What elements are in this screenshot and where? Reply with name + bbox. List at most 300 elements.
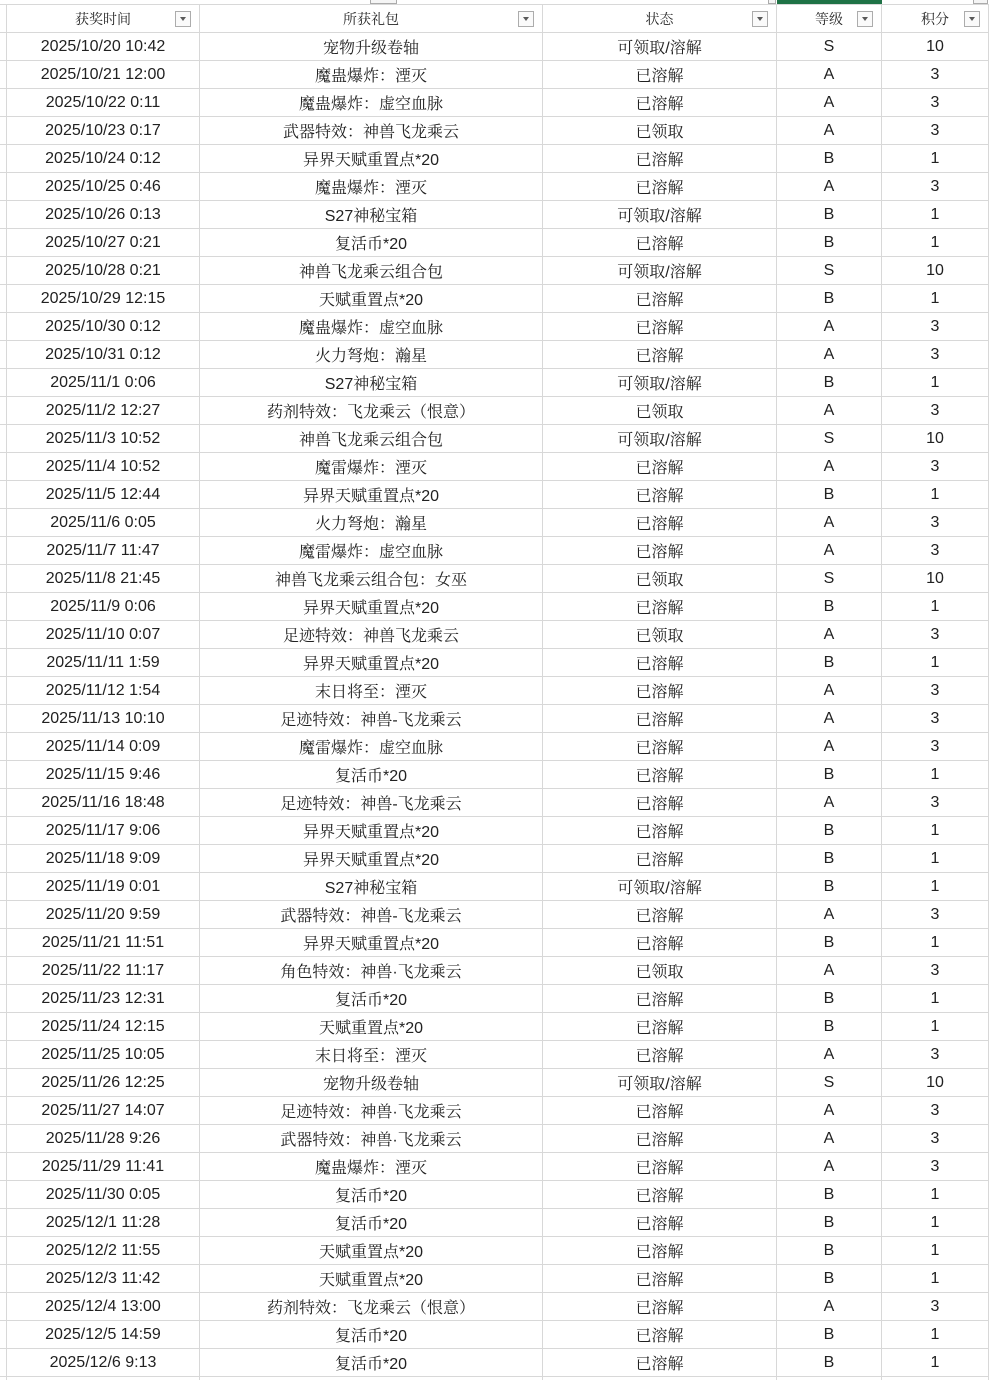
cell-award-time[interactable]: 2025/10/31 0:12	[7, 341, 200, 369]
cell-package[interactable]: 火力弩炮：瀚星	[200, 341, 543, 369]
cell-award-time[interactable]: 2025/11/3 10:52	[7, 425, 200, 453]
cell-points[interactable]: 3	[882, 1097, 989, 1125]
cell-package[interactable]: 足迹特效：神兽·飞龙乘云	[200, 1097, 543, 1125]
row-margin-cell	[0, 481, 7, 509]
cell-award-time[interactable]: 2025/11/21 11:51	[7, 929, 200, 957]
cell-grade[interactable]: A	[777, 1293, 882, 1321]
cell-status[interactable]: 已溶解	[543, 649, 777, 677]
cell-package[interactable]: 复活币*20	[200, 1181, 543, 1209]
column-header-points[interactable]	[882, 5, 989, 33]
cell-grade[interactable]: B	[777, 761, 882, 789]
cell-award-time[interactable]: 2025/11/30 0:05	[7, 1181, 200, 1209]
filter-button[interactable]	[857, 11, 873, 27]
cell-status[interactable]: 已溶解	[543, 1097, 777, 1125]
cell-package[interactable]: 复活币*20	[200, 761, 543, 789]
cell-grade[interactable]: S	[777, 565, 882, 593]
cell-grade[interactable]: S	[777, 425, 882, 453]
cell-points[interactable]: 1	[882, 649, 989, 677]
cell-package[interactable]: 天赋重置点*20	[200, 285, 543, 313]
cell-package[interactable]: 异界天赋重置点*20	[200, 845, 543, 873]
row-margin-cell	[0, 901, 7, 929]
cell-award-time[interactable]: 2025/11/16 18:48	[7, 789, 200, 817]
cell-package[interactable]: 武器特效：神兽-飞龙乘云	[200, 901, 543, 929]
cell-points[interactable]: 3	[882, 537, 989, 565]
cell-grade[interactable]: S	[777, 33, 882, 61]
cell-points[interactable]: 1	[882, 1265, 989, 1293]
cell-award-time[interactable]: 2025/11/1 0:06	[7, 369, 200, 397]
cell-status[interactable]: 已溶解	[543, 593, 777, 621]
cell-grade[interactable]: A	[777, 705, 882, 733]
cell-status[interactable]: 已溶解	[543, 1153, 777, 1181]
cell-award-time[interactable]: 2025/11/13 10:10	[7, 705, 200, 733]
column-header-status[interactable]	[543, 5, 777, 33]
cell-status[interactable]: 已溶解	[543, 1321, 777, 1349]
cell-status[interactable]: 已溶解	[543, 789, 777, 817]
cell-award-time[interactable]: 2025/11/20 9:59	[7, 901, 200, 929]
cell-grade[interactable]: A	[777, 1125, 882, 1153]
cell-package[interactable]: 异界天赋重置点*20	[200, 817, 543, 845]
cell-points[interactable]: 1	[882, 145, 989, 173]
cell-grade[interactable]: B	[777, 929, 882, 957]
cell-award-time[interactable]: 2025/11/28 9:26	[7, 1125, 200, 1153]
cell-award-time[interactable]: 2025/11/8 21:45	[7, 565, 200, 593]
cell-points[interactable]: 3	[882, 733, 989, 761]
cell-grade[interactable]: A	[777, 1041, 882, 1069]
cell-grade[interactable]: A	[777, 117, 882, 145]
cell-grade[interactable]: A	[777, 1153, 882, 1181]
row-margin-cell	[0, 621, 7, 649]
cell-package[interactable]: 武器特效：神兽·飞龙乘云	[200, 1125, 543, 1153]
cell-status[interactable]: 已溶解	[543, 341, 777, 369]
cell-package[interactable]: 宠物升级卷轴	[200, 33, 543, 61]
cell-package[interactable]: 魔雷爆炸：虚空血脉	[200, 537, 543, 565]
cell-status[interactable]: 可领取/溶解	[543, 425, 777, 453]
cell-grade[interactable]: B	[777, 145, 882, 173]
cell-points[interactable]: 3	[882, 313, 989, 341]
row-margin-cell	[0, 733, 7, 761]
row-margin-cell	[0, 61, 7, 89]
cell-points[interactable]: 3	[882, 789, 989, 817]
cell-award-time[interactable]: 2025/11/15 9:46	[7, 761, 200, 789]
cell-status[interactable]: 已领取	[543, 565, 777, 593]
cell-grade[interactable]: S	[777, 1069, 882, 1097]
row-margin-cell	[0, 593, 7, 621]
cell-award-time[interactable]: 2025/11/4 10:52	[7, 453, 200, 481]
cell-grade[interactable]: B	[777, 817, 882, 845]
cell-grade[interactable]: B	[777, 285, 882, 313]
cell-award-time[interactable]: 2025/11/10 0:07	[7, 621, 200, 649]
cell-award-time[interactable]: 2025/10/24 0:12	[7, 145, 200, 173]
row-margin-cell	[0, 957, 7, 985]
cell-points[interactable]: 1	[882, 845, 989, 873]
cell-award-time[interactable]: 2025/11/14 0:09	[7, 733, 200, 761]
cell-award-time[interactable]: 2025/11/6 0:05	[7, 509, 200, 537]
cell-award-time[interactable]: 2025/10/20 10:42	[7, 33, 200, 61]
cell-grade[interactable]: B	[777, 845, 882, 873]
cell-points[interactable]: 1	[882, 481, 989, 509]
cell-points[interactable]: 3	[882, 621, 989, 649]
cell-award-time[interactable]: 2025/11/5 12:44	[7, 481, 200, 509]
row-margin-cell	[0, 1349, 7, 1377]
selected-cell-border-indicator	[777, 0, 882, 4]
row-margin-cell	[0, 313, 7, 341]
cell-status[interactable]: 已溶解	[543, 1265, 777, 1293]
cell-status[interactable]: 已溶解	[543, 1293, 777, 1321]
cell-status[interactable]: 已溶解	[543, 985, 777, 1013]
column-header-label: 积分	[921, 10, 949, 27]
cell-award-time[interactable]: 2025/11/29 11:41	[7, 1153, 200, 1181]
cell-grade[interactable]: A	[777, 537, 882, 565]
cell-grade[interactable]: A	[777, 453, 882, 481]
cell-points[interactable]: 1	[882, 1013, 989, 1041]
filter-dropdown-icon	[523, 17, 529, 21]
cell-grade[interactable]: A	[777, 621, 882, 649]
row-margin-cell	[0, 649, 7, 677]
cell-status[interactable]: 可领取/溶解	[543, 873, 777, 901]
cell-grade[interactable]: A	[777, 313, 882, 341]
cell-status[interactable]: 可领取/溶解	[543, 257, 777, 285]
button-fragment	[973, 0, 988, 4]
cell-award-time[interactable]: 2025/10/30 0:12	[7, 313, 200, 341]
cell-points[interactable]: 1	[882, 929, 989, 957]
cell-package[interactable]: 魔雷爆炸：虚空血脉	[200, 733, 543, 761]
cell-grade[interactable]: B	[777, 1237, 882, 1265]
cell-package[interactable]: 复活币*20	[200, 1321, 543, 1349]
cell-award-time[interactable]: 2025/11/2 12:27	[7, 397, 200, 425]
cell-package[interactable]: 角色特效：神兽·飞龙乘云	[200, 957, 543, 985]
cell-package[interactable]: 复活币*20	[200, 229, 543, 257]
cell-status[interactable]: 已溶解	[543, 817, 777, 845]
cell-award-time[interactable]: 2025/11/9 0:06	[7, 593, 200, 621]
cell-points[interactable]: 3	[882, 1125, 989, 1153]
row-margin-cell	[0, 33, 7, 61]
cell-status[interactable]: 已溶解	[543, 761, 777, 789]
cell-package[interactable]: S27神秘宝箱	[200, 369, 543, 397]
cell-points[interactable]: 1	[882, 873, 989, 901]
cell-grade[interactable]: B	[777, 593, 882, 621]
cell-award-time[interactable]: 2025/12/5 14:59	[7, 1321, 200, 1349]
cell-status[interactable]: 已溶解	[543, 1041, 777, 1069]
cell-status[interactable]: 已溶解	[543, 173, 777, 201]
cell-package[interactable]: 异界天赋重置点*20	[200, 593, 543, 621]
cell-grade[interactable]: B	[777, 1181, 882, 1209]
cell-points[interactable]: 3	[882, 509, 989, 537]
cell-status[interactable]: 已溶解	[543, 145, 777, 173]
cell-award-time[interactable]: 2025/11/12 1:54	[7, 677, 200, 705]
cell-status[interactable]: 已溶解	[543, 901, 777, 929]
row-margin-cell	[0, 1041, 7, 1069]
cell-points[interactable]: 3	[882, 341, 989, 369]
cell-grade[interactable]: B	[777, 201, 882, 229]
cell-award-time[interactable]: 2025/12/4 13:00	[7, 1293, 200, 1321]
cell-grade[interactable]: B	[777, 649, 882, 677]
cell-award-time[interactable]: 2025/12/3 11:42	[7, 1265, 200, 1293]
cell-points[interactable]: 10	[882, 33, 989, 61]
cell-status[interactable]: 已溶解	[543, 1125, 777, 1153]
cell-package[interactable]: 药剂特效：飞龙乘云（恨意）	[200, 397, 543, 425]
cell-points[interactable]: 1	[882, 1349, 989, 1377]
row-margin-cell	[0, 117, 7, 145]
cell-award-time[interactable]: 2025/11/25 10:05	[7, 1041, 200, 1069]
filter-button[interactable]	[752, 11, 768, 27]
column-header-grade[interactable]	[777, 5, 882, 33]
cell-package[interactable]: 足迹特效：神兽-飞龙乘云	[200, 789, 543, 817]
cell-status[interactable]: 已溶解	[543, 229, 777, 257]
cell-award-time[interactable]: 2025/11/11 1:59	[7, 649, 200, 677]
cell-points[interactable]: 10	[882, 565, 989, 593]
row-margin-cell	[0, 1097, 7, 1125]
row-margin-cell	[0, 1069, 7, 1097]
cell-award-time[interactable]: 2025/10/21 12:00	[7, 61, 200, 89]
cell-grade[interactable]: A	[777, 789, 882, 817]
cell-points[interactable]: 10	[882, 1069, 989, 1097]
cell-package[interactable]: 武器特效：神兽飞龙乘云	[200, 117, 543, 145]
cell-points[interactable]: 1	[882, 1209, 989, 1237]
cell-status[interactable]: 已溶解	[543, 705, 777, 733]
cell-status[interactable]: 已领取	[543, 117, 777, 145]
cell-package[interactable]: 神兽飞龙乘云组合包	[200, 425, 543, 453]
cell-status[interactable]: 可领取/溶解	[543, 201, 777, 229]
cell-points[interactable]: 3	[882, 117, 989, 145]
cell-award-time[interactable]: 2025/10/26 0:13	[7, 201, 200, 229]
row-margin-cell	[0, 1125, 7, 1153]
cell-points[interactable]: 3	[882, 1293, 989, 1321]
cell-award-time[interactable]: 2025/12/6 9:13	[7, 1349, 200, 1377]
cell-status[interactable]: 可领取/溶解	[543, 33, 777, 61]
cell-points[interactable]: 3	[882, 677, 989, 705]
row-margin-cell	[0, 201, 7, 229]
row-margin-cell	[0, 89, 7, 117]
row-margin-cell	[0, 453, 7, 481]
cell-status[interactable]: 已溶解	[543, 1013, 777, 1041]
cell-package[interactable]: S27神秘宝箱	[200, 873, 543, 901]
cell-points[interactable]: 3	[882, 957, 989, 985]
cell-award-time[interactable]: 2025/11/7 11:47	[7, 537, 200, 565]
cell-grade[interactable]: A	[777, 733, 882, 761]
cell-status[interactable]: 已溶解	[543, 1349, 777, 1377]
cell-grade[interactable]: A	[777, 89, 882, 117]
row-margin-cell	[0, 397, 7, 425]
cell-points[interactable]: 3	[882, 397, 989, 425]
cell-award-time[interactable]: 2025/11/19 0:01	[7, 873, 200, 901]
cell-status[interactable]: 可领取/溶解	[543, 1069, 777, 1097]
cell-status[interactable]: 已溶解	[543, 481, 777, 509]
cell-grade[interactable]: B	[777, 1321, 882, 1349]
row-margin-cell	[0, 1321, 7, 1349]
column-header-label: 状态	[645, 10, 674, 27]
cell-grade[interactable]: A	[777, 397, 882, 425]
row-margin-cell	[0, 145, 7, 173]
button-fragment	[370, 0, 397, 4]
cell-package[interactable]: 异界天赋重置点*20	[200, 929, 543, 957]
cell-status[interactable]: 已领取	[543, 957, 777, 985]
cell-package[interactable]: 神兽飞龙乘云组合包	[200, 257, 543, 285]
row-margin-cell	[0, 1293, 7, 1321]
cell-package[interactable]: 魔蛊爆炸：湮灭	[200, 173, 543, 201]
cell-grade[interactable]: B	[777, 1209, 882, 1237]
cell-points[interactable]: 3	[882, 1153, 989, 1181]
cell-package[interactable]: 末日将至：湮灭	[200, 677, 543, 705]
cell-status[interactable]: 已溶解	[543, 509, 777, 537]
cell-points[interactable]: 1	[882, 1181, 989, 1209]
row-margin-cell	[0, 1153, 7, 1181]
cell-grade[interactable]: B	[777, 1265, 882, 1293]
cell-grade[interactable]: A	[777, 509, 882, 537]
cell-grade[interactable]: A	[777, 677, 882, 705]
cell-status[interactable]: 已溶解	[543, 733, 777, 761]
row-margin-cell	[0, 565, 7, 593]
cell-award-time[interactable]: 2025/10/25 0:46	[7, 173, 200, 201]
cell-status[interactable]: 已溶解	[543, 677, 777, 705]
cell-status[interactable]: 已溶解	[543, 1181, 777, 1209]
cell-points[interactable]: 1	[882, 593, 989, 621]
cell-package[interactable]: 异界天赋重置点*20	[200, 145, 543, 173]
cell-package[interactable]: 足迹特效：神兽-飞龙乘云	[200, 705, 543, 733]
row-margin-cell	[0, 173, 7, 201]
cell-status[interactable]: 已溶解	[543, 1237, 777, 1265]
cell-status[interactable]: 已溶解	[543, 537, 777, 565]
row-margin-cell	[0, 369, 7, 397]
cell-package[interactable]: 异界天赋重置点*20	[200, 649, 543, 677]
cell-grade[interactable]: A	[777, 341, 882, 369]
cell-package[interactable]: 魔蛊爆炸：虚空血脉	[200, 313, 543, 341]
filter-dropdown-icon	[180, 17, 186, 21]
cell-points[interactable]: 3	[882, 901, 989, 929]
cell-status[interactable]: 已溶解	[543, 61, 777, 89]
filter-dropdown-icon	[969, 17, 975, 21]
cell-points[interactable]: 10	[882, 425, 989, 453]
cell-points[interactable]: 3	[882, 1041, 989, 1069]
cell-package[interactable]: 足迹特效：神兽飞龙乘云	[200, 621, 543, 649]
cell-package[interactable]: 天赋重置点*20	[200, 1265, 543, 1293]
cell-points[interactable]: 1	[882, 201, 989, 229]
cell-points[interactable]: 3	[882, 89, 989, 117]
row-margin-cell	[0, 705, 7, 733]
row-margin-cell	[0, 229, 7, 257]
row-margin-cell	[0, 537, 7, 565]
cell-package[interactable]: 药剂特效：飞龙乘云（恨意）	[200, 1293, 543, 1321]
filter-button[interactable]	[175, 11, 191, 27]
filter-button[interactable]	[518, 11, 534, 27]
cell-points[interactable]: 1	[882, 285, 989, 313]
filter-button[interactable]	[964, 11, 980, 27]
row-margin-cell	[0, 845, 7, 873]
cell-award-time[interactable]: 2025/10/22 0:11	[7, 89, 200, 117]
cell-package[interactable]: 魔蛊爆炸：湮灭	[200, 1153, 543, 1181]
row-margin-cell	[0, 1209, 7, 1237]
cell-points[interactable]: 3	[882, 173, 989, 201]
cell-award-time[interactable]: 2025/11/23 12:31	[7, 985, 200, 1013]
cell-award-time[interactable]: 2025/11/26 12:25	[7, 1069, 200, 1097]
column-header-award-time[interactable]	[7, 5, 200, 33]
cell-award-time[interactable]: 2025/11/22 11:17	[7, 957, 200, 985]
cell-grade[interactable]: B	[777, 481, 882, 509]
cell-award-time[interactable]: 2025/10/27 0:21	[7, 229, 200, 257]
cell-grade[interactable]: B	[777, 229, 882, 257]
cell-package[interactable]: 天赋重置点*20	[200, 1237, 543, 1265]
cell-grade[interactable]: B	[777, 1013, 882, 1041]
cell-points[interactable]: 1	[882, 369, 989, 397]
cell-package[interactable]: 火力弩炮：瀚星	[200, 509, 543, 537]
cell-package[interactable]: 天赋重置点*20	[200, 1013, 543, 1041]
row-margin-cell	[0, 985, 7, 1013]
cell-award-time[interactable]: 2025/12/2 11:55	[7, 1237, 200, 1265]
cell-award-time[interactable]: 2025/10/29 12:15	[7, 285, 200, 313]
cell-grade[interactable]: A	[777, 957, 882, 985]
cell-award-time[interactable]: 2025/12/1 11:28	[7, 1209, 200, 1237]
cell-points[interactable]: 3	[882, 61, 989, 89]
cell-status[interactable]: 已领取	[543, 397, 777, 425]
cell-points[interactable]: 10	[882, 257, 989, 285]
cell-package[interactable]: 魔蛊爆炸：虚空血脉	[200, 89, 543, 117]
cell-status[interactable]: 已溶解	[543, 1209, 777, 1237]
cell-status[interactable]: 已溶解	[543, 929, 777, 957]
cell-grade[interactable]: A	[777, 173, 882, 201]
cell-award-time[interactable]: 2025/10/28 0:21	[7, 257, 200, 285]
row-margin-cell	[0, 929, 7, 957]
cell-status[interactable]: 已溶解	[543, 453, 777, 481]
cell-status[interactable]: 可领取/溶解	[543, 369, 777, 397]
cell-package[interactable]: 复活币*20	[200, 1209, 543, 1237]
cell-grade[interactable]: B	[777, 985, 882, 1013]
cell-package[interactable]: 魔雷爆炸：湮灭	[200, 453, 543, 481]
row-margin-cell	[0, 1265, 7, 1293]
column-header-label: 等级	[815, 10, 843, 27]
cell-points[interactable]: 1	[882, 985, 989, 1013]
cell-status[interactable]: 已溶解	[543, 845, 777, 873]
cell-award-time[interactable]: 2025/11/27 14:07	[7, 1097, 200, 1125]
cell-points[interactable]: 1	[882, 229, 989, 257]
cell-grade[interactable]: A	[777, 1097, 882, 1125]
cell-award-time[interactable]: 2025/11/18 9:09	[7, 845, 200, 873]
cell-points[interactable]: 3	[882, 705, 989, 733]
cell-grade[interactable]: A	[777, 901, 882, 929]
filter-dropdown-icon	[757, 17, 763, 21]
cell-grade[interactable]: A	[777, 61, 882, 89]
cell-grade[interactable]: B	[777, 873, 882, 901]
cell-points[interactable]: 3	[882, 453, 989, 481]
cell-package[interactable]: 末日将至：湮灭	[200, 1041, 543, 1069]
cell-status[interactable]: 已溶解	[543, 89, 777, 117]
cell-package[interactable]: S27神秘宝箱	[200, 201, 543, 229]
cell-points[interactable]: 1	[882, 1237, 989, 1265]
cell-award-time[interactable]: 2025/10/23 0:17	[7, 117, 200, 145]
row-margin-cell	[0, 257, 7, 285]
cell-status[interactable]: 已溶解	[543, 313, 777, 341]
cell-points[interactable]: 1	[882, 761, 989, 789]
cell-status[interactable]: 已领取	[543, 621, 777, 649]
cell-package[interactable]: 神兽飞龙乘云组合包：女巫	[200, 565, 543, 593]
cell-grade[interactable]: B	[777, 1349, 882, 1377]
row-margin-cell	[0, 1181, 7, 1209]
cell-points[interactable]: 1	[882, 817, 989, 845]
cell-grade[interactable]: B	[777, 369, 882, 397]
cell-award-time[interactable]: 2025/11/17 9:06	[7, 817, 200, 845]
cell-package[interactable]: 宠物升级卷轴	[200, 1069, 543, 1097]
cell-award-time[interactable]: 2025/11/24 12:15	[7, 1013, 200, 1041]
cell-status[interactable]: 已溶解	[543, 285, 777, 313]
cell-package[interactable]: 异界天赋重置点*20	[200, 481, 543, 509]
cell-package[interactable]: 复活币*20	[200, 1349, 543, 1377]
cell-package[interactable]: 魔蛊爆炸：湮灭	[200, 61, 543, 89]
column-header-package[interactable]	[200, 5, 543, 33]
row-margin-cell	[0, 761, 7, 789]
cell-grade[interactable]: S	[777, 257, 882, 285]
cell-points[interactable]: 1	[882, 1321, 989, 1349]
header-row	[0, 5, 989, 33]
row-margin-cell	[0, 873, 7, 901]
cell-package[interactable]: 复活币*20	[200, 985, 543, 1013]
